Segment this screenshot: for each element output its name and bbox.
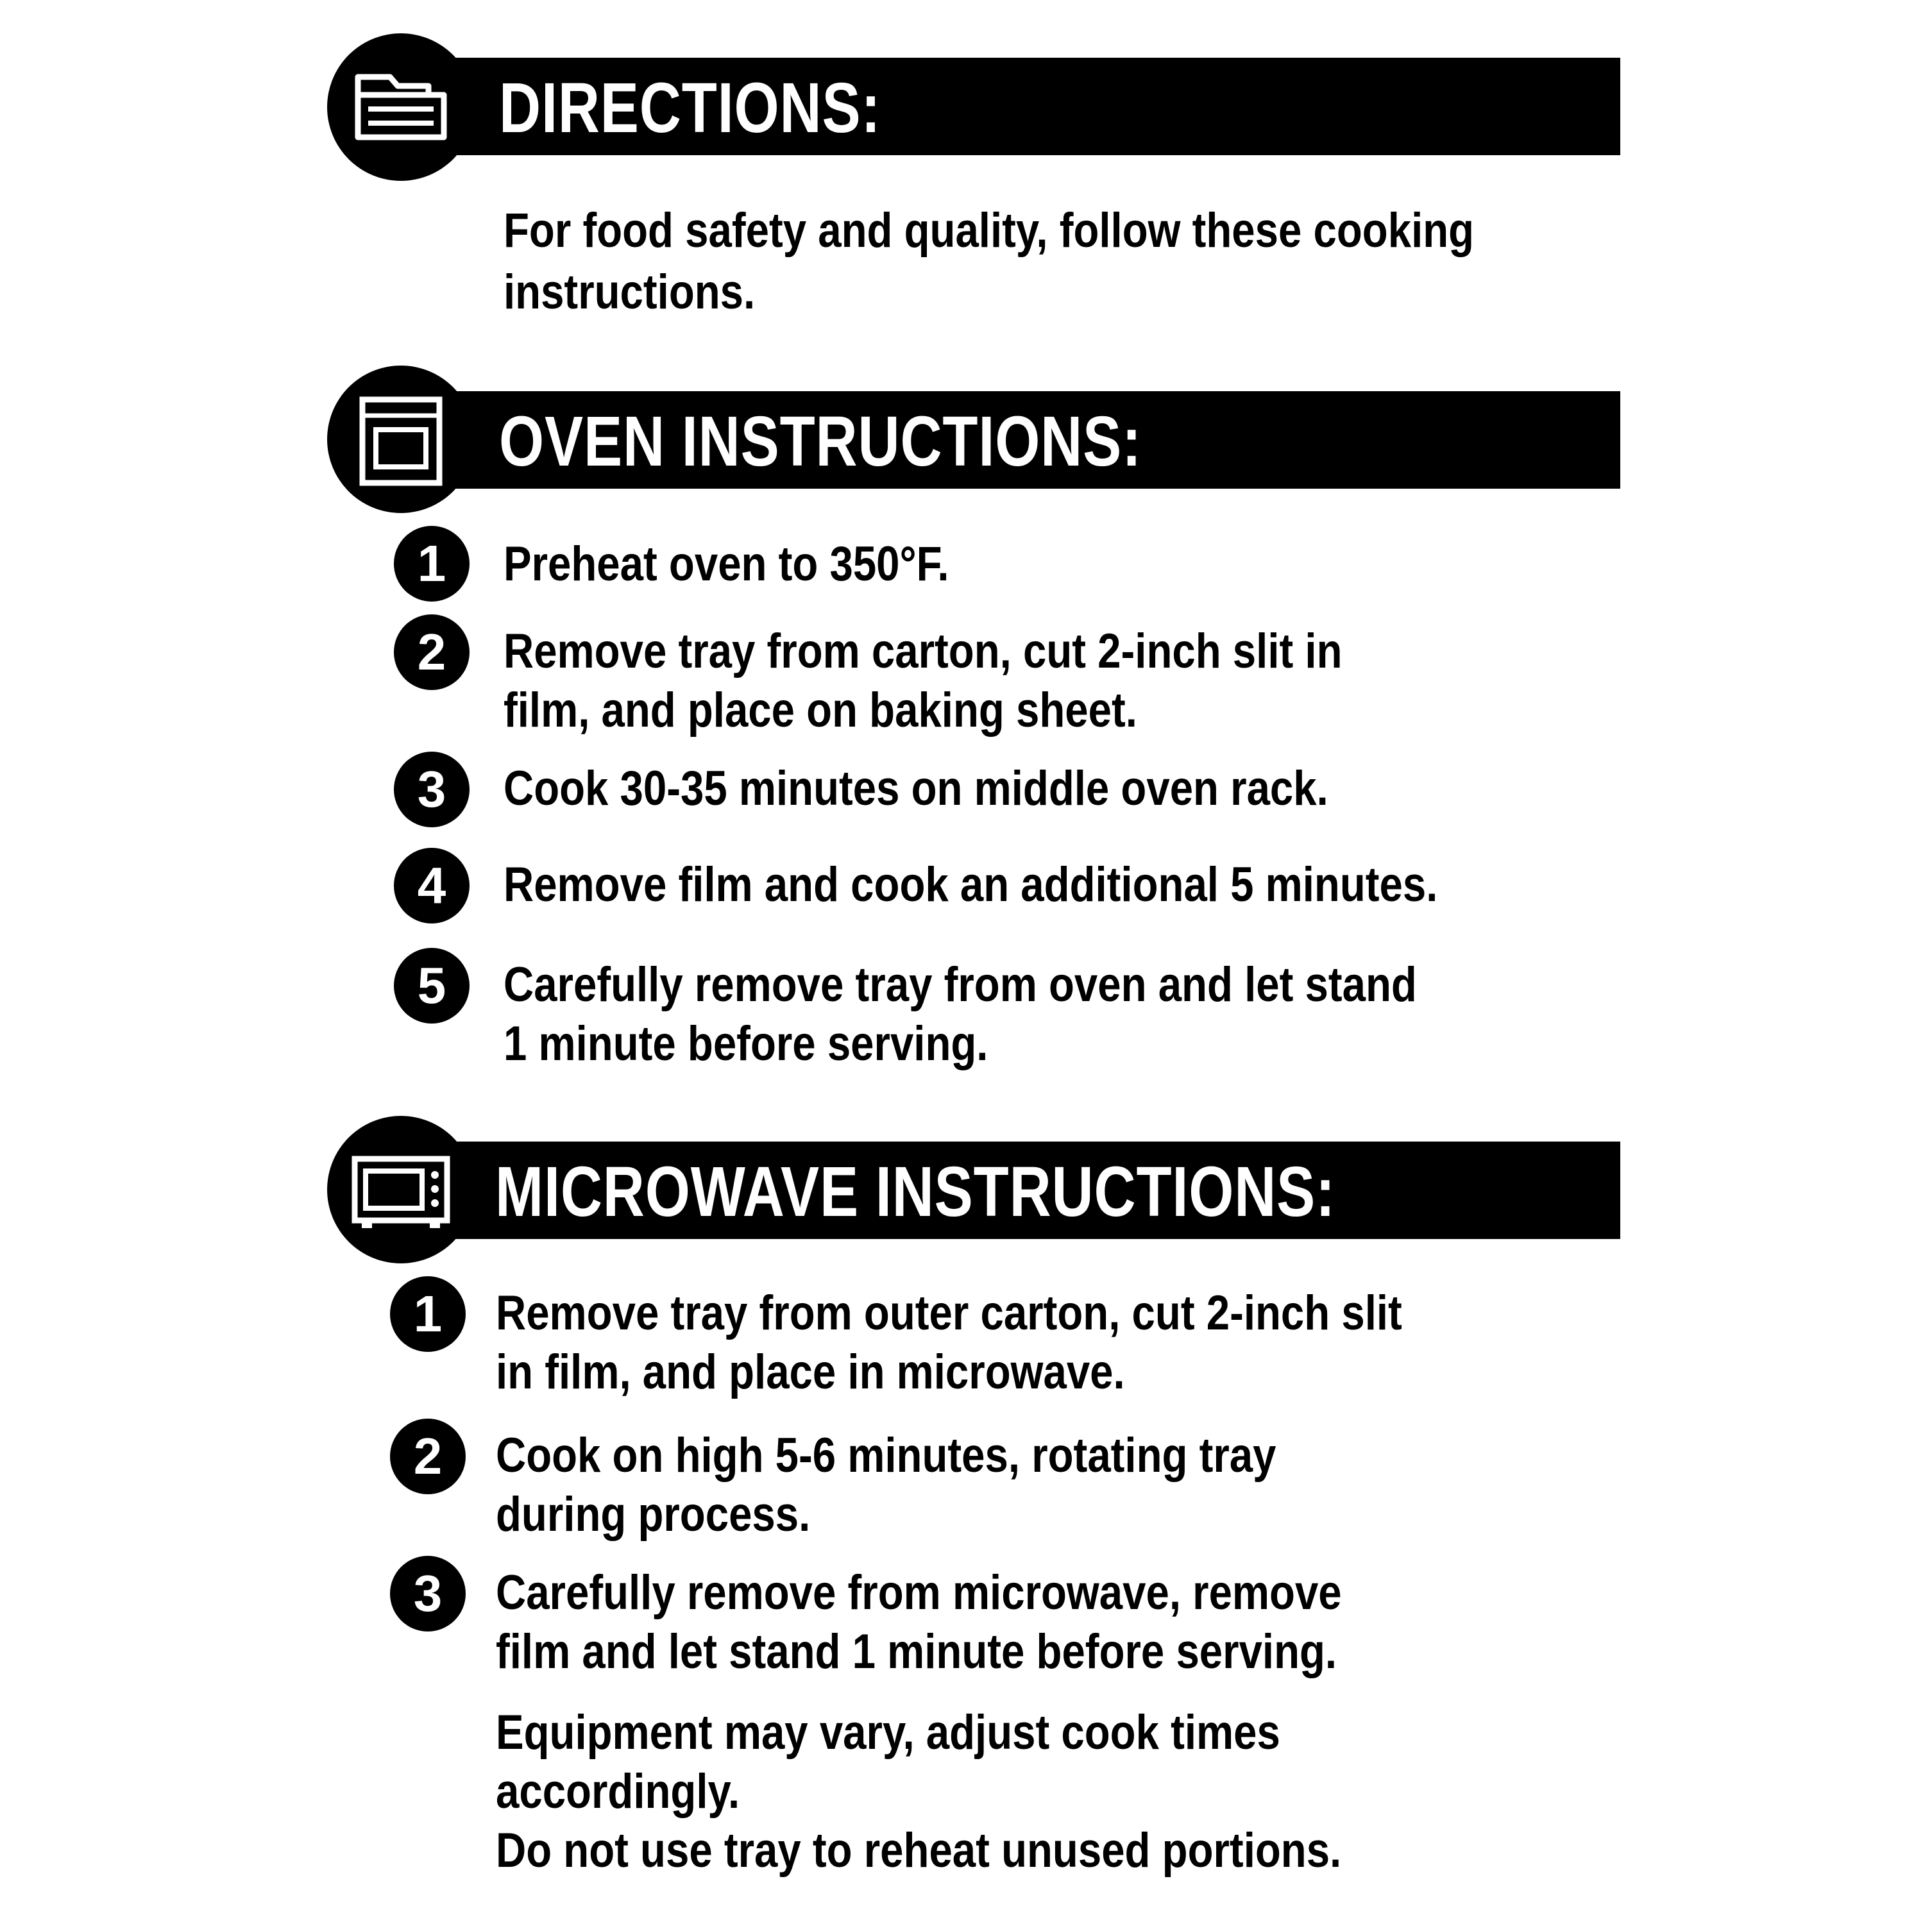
oven-step-4-number: 4: [394, 848, 470, 923]
oven-step-3-number: 3: [394, 752, 470, 827]
microwave-header: [327, 1116, 1620, 1263]
microwave-step-1-number: 1: [390, 1276, 466, 1352]
microwave-step-3-number: 3: [390, 1556, 466, 1632]
microwave-note-line-2: accordingly.: [496, 1764, 740, 1819]
microwave-note-line-3: Do not use tray to reheat unused portions.: [496, 1823, 1342, 1878]
oven-step-5-line-1: Carefully remove tray from oven and let stand: [504, 957, 1417, 1012]
microwave-title: MICROWAVE INSTRUCTIONS:: [495, 1152, 1336, 1231]
microwave-step-2-line-2: during process.: [496, 1487, 811, 1542]
oven-step-2-line-2: film, and place on baking sheet.: [504, 683, 1137, 738]
oven-step-5-number: 5: [394, 948, 470, 1024]
oven-step-5-line-2: 1 minute before serving.: [504, 1016, 988, 1071]
oven-step-1-line-1: Preheat oven to 350°F.: [504, 537, 949, 591]
directions-intro-line-2: instructions.: [504, 265, 756, 319]
oven-step-4-line-1: Remove film and cook an additional 5 minutes.: [504, 857, 1438, 912]
microwave-step-2-number: 2: [390, 1419, 466, 1494]
microwave-step-2-line-1: Cook on high 5-6 minutes, rotating tray: [496, 1428, 1276, 1483]
oven-header: [327, 366, 1620, 513]
microwave-step-1-line-1: Remove tray from outer carton, cut 2-inch slit: [496, 1286, 1402, 1340]
folder-icon: [353, 72, 449, 142]
directions-title: DIRECTIONS:: [499, 69, 881, 148]
microwave-icon: [352, 1156, 450, 1230]
directions-intro-line-1: For food safety and quality, follow these cooking: [504, 203, 1475, 258]
oven-step-2-number: 2: [394, 614, 470, 690]
directions-header: [327, 33, 1620, 181]
microwave-step-3-line-1: Carefully remove from microwave, remove: [496, 1565, 1342, 1620]
oven-step-2-line-1: Remove tray from carton, cut 2-inch slit in: [504, 624, 1343, 679]
oven-icon: [359, 396, 443, 486]
microwave-note-line-1: Equipment may vary, adjust cook times: [496, 1705, 1280, 1760]
oven-title: OVEN INSTRUCTIONS:: [499, 402, 1142, 481]
oven-step-3-line-1: Cook 30-35 minutes on middle oven rack.: [504, 761, 1328, 816]
microwave-step-3-line-2: film and let stand 1 minute before serving.: [496, 1624, 1337, 1679]
oven-step-1-number: 1: [394, 526, 470, 602]
microwave-step-1-line-2: in film, and place in microwave.: [496, 1345, 1125, 1399]
